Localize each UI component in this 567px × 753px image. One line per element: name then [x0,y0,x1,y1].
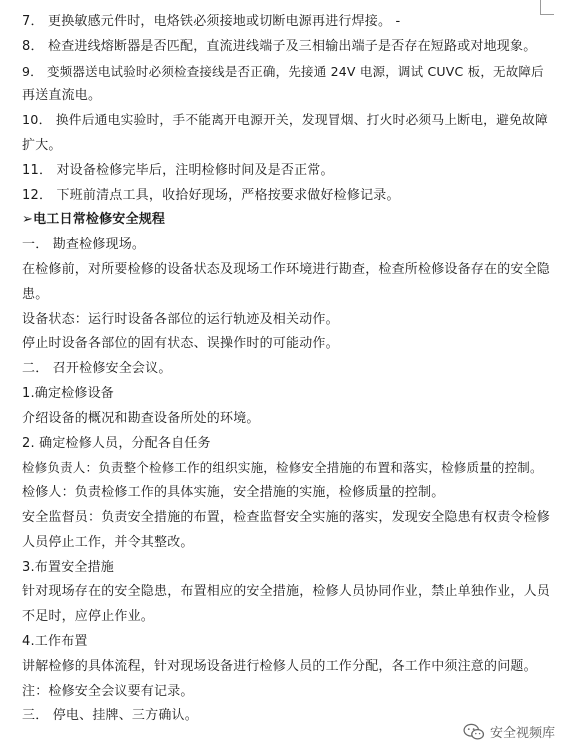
text-line: 停止时设备各部位的固有状态、误操作时的可能动作。 [22,336,339,352]
text-line: 人员停止工作，并令其整改。 [22,534,194,550]
section-heading: ➢电工日常检修安全规程 [22,212,166,228]
text-line: 讲解检修的具体流程，针对现场设备进行检修人员的工作分配，各工作中须注意的问题。 [22,658,537,674]
text-line: 12． 下班前清点工具，收拾好现场，严格按要求做好检修记录。 [22,187,400,203]
text-line: 10． 换件后通电实验时，手不能离开电源开关，发现冒烟、打火时必须马上断电，避免故障 [22,113,548,129]
text-line: 2. 确定检修人员，分配各自任务 [22,435,211,451]
wechat-icon [463,723,485,741]
watermark-text: 安全视频库 [489,726,555,741]
text-line: 8． 检查进线熔断器是否匹配，直流进线端子及三相输出端子是否存在短路或对地现象。 [22,38,537,54]
text-line: 9． 变频器送电试验时必须检查接线是否正确，先接通 24V 电源，调试 CUVC 板，无故障后 [22,63,544,79]
text-line: 介绍设备的概况和勘查设备所处的环境。 [22,410,260,426]
text-line: 在检修前，对所要检修的设备状态及现场工作环境进行勘查，检查所检修设备存在的安全隐 [22,261,551,277]
text-line: 不足时，应停止作业。 [22,609,155,625]
text-line: 扩大。 [22,137,62,153]
text-line: 三． 停电、挂牌、三方确认。 [22,708,198,724]
text-line: 注：检修安全会议要有记录。 [22,683,194,699]
text-line: 针对现场存在的安全隐患，布置相应的安全措施，检修人员协同作业，禁止单独作业，人员 [22,584,551,600]
text-line: 二． 召开检修安全会议。 [22,361,172,377]
text-line: 一． 勘查检修现场。 [22,237,146,253]
text-line: 患。 [22,286,49,302]
text-line: 1.确定检修设备 [22,385,115,401]
text-line: 设备状态：运行时设备各部位的运行轨迹及相关动作。 [22,311,339,327]
text-line: 4.工作布置 [22,633,88,649]
text-line: 检修负责人：负责整个检修工作的组织实施，检修安全措施的布置和落实，检修质量的控制。 [22,460,543,476]
text-line: 再送直流电。 [22,88,102,104]
text-line: 7． 更换敏感元件时，电烙铁必须接地或切断电源再进行焊接。 - [22,14,401,29]
watermark [463,722,555,741]
text-line: 检修人：负责检修工作的具体实施，安全措施的实施，检修质量的控制。 [22,485,445,501]
text-line: 3.布置安全措施 [22,559,115,575]
text-line: 11． 对设备检修完毕后，注明检修时间及是否正常。 [22,162,334,178]
text-line: 安全监督员：负责安全措施的布置，检查监督安全实施的落实，发现安全隐患有权责令检修 [22,509,551,525]
document-body [22,10,552,729]
